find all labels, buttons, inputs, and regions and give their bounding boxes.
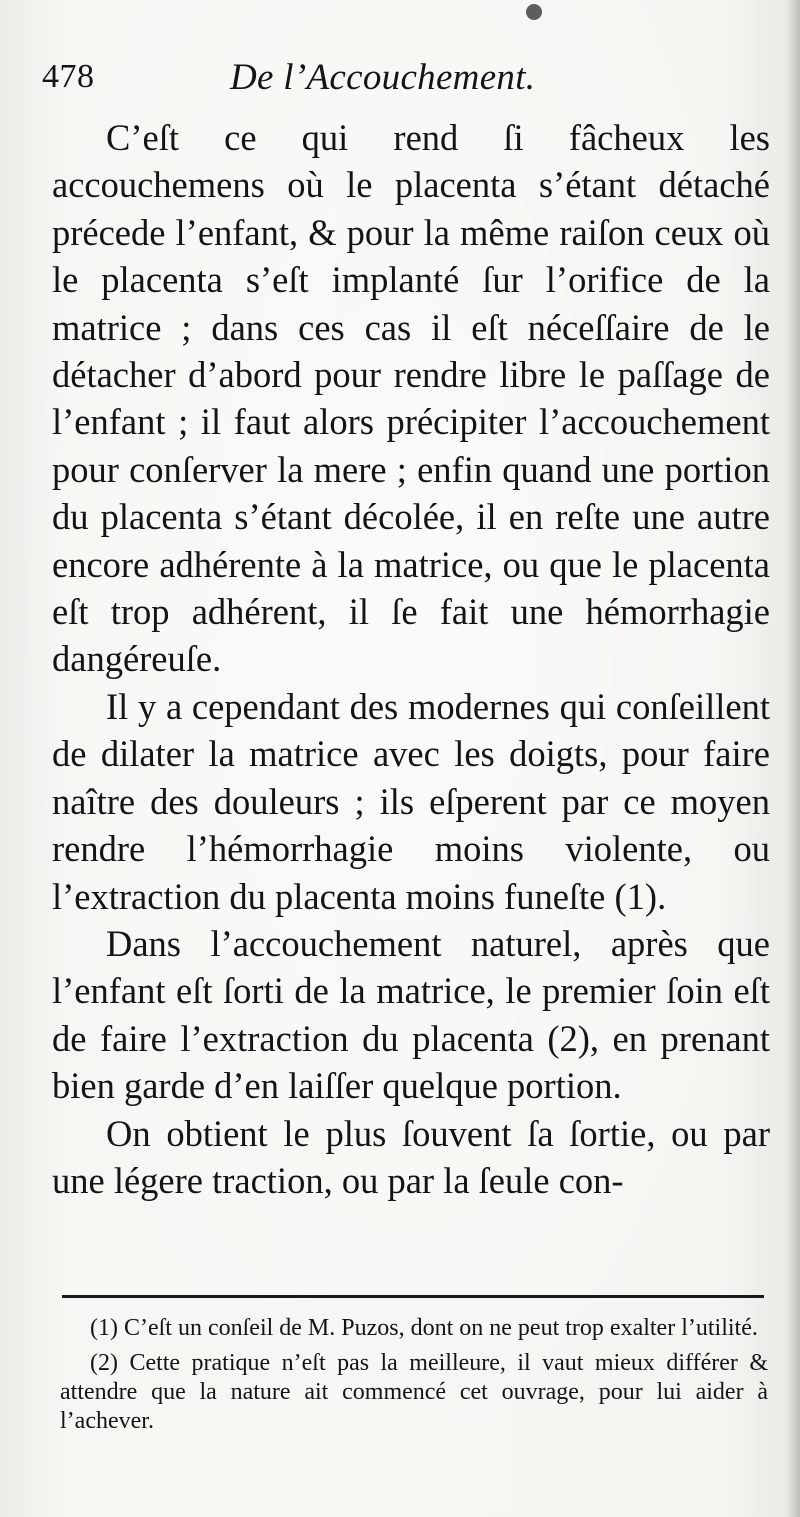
running-title: De l’Accouchement. <box>230 57 536 98</box>
paragraph: Dans l’accouchement naturel, après que l’enfant eſt ſorti de la matrice, le premier ſoin eſt de faire l’extraction du placenta (2), en prenant bien garde d’en laiſſer quelque portion. <box>52 922 770 1107</box>
ink-spot <box>526 4 542 20</box>
footnote-rule <box>62 1295 764 1298</box>
paragraph: On obtient le plus ſouvent ſa ſortie, ou par une légere traction, ou par la ſeule con- <box>52 1112 770 1201</box>
paragraph: Il y a cependant des modernes qui conſeillent de dilater la matrice avec les doigts, pour faire naître des douleurs ; ils eſperent par ce moyen rendre l’hémorrhagie moins violente, ou l’extraction du placenta moins funeſte (1). <box>52 685 770 917</box>
page-edge-shadow <box>786 0 800 1517</box>
footnote: (2) Cette pratique n’eſt pas la meilleure, il vaut mieux différer & attendre que la nature ait commencé cet ouvrage, pour lui aider à l’achever. <box>60 1350 768 1434</box>
body-text <box>52 114 770 1286</box>
paragraph: C’eſt ce qui rend ſi fâcheux les accouchemens où le placenta s’étant détaché précede l’enfant, & pour la même raiſon ceux où le placenta s’eſt implanté ſur l’orifice de la matrice ; dans ces cas il eſt néceſſaire de le détacher d’abord pour rendre libre le paſſage de l’enfant ; il faut alors précipiter l’accouchement pour conſerver la mere ; enfin quand une portion du placenta s’étant décolée, il en reſte une autre encore adhérente à la matrice, ou que le placenta eſt trop adhérent, il ſe fait une hémorrhagie dangéreuſe. <box>52 117 770 680</box>
page-header <box>42 52 762 108</box>
footnote: (1) C’eſt un conſeil de M. Puzos, dont on ne peut trop exalter l’utilité. <box>90 1315 758 1341</box>
page-number: 478 <box>42 58 95 95</box>
footnotes <box>60 1314 768 1504</box>
